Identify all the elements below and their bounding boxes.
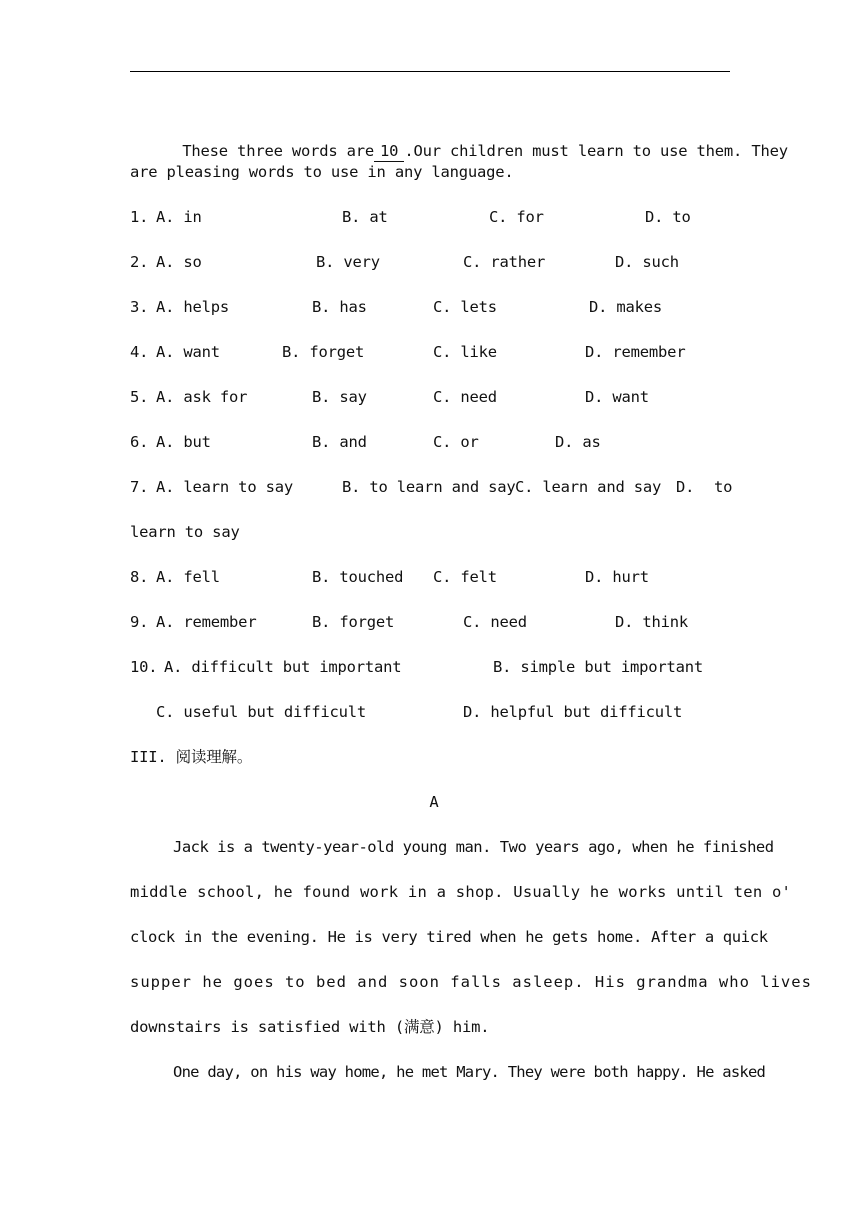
question-5 [130,385,730,409]
option-b: B. touched [312,568,404,586]
option-a: A. but [156,433,211,451]
question-number: 8. [130,568,149,586]
passage-a-line-1 [173,835,774,859]
question-number: 3. [130,298,149,316]
option-c: C. for [489,208,544,226]
option-a: A. difficult but important [164,658,402,676]
option-b: B. to learn and say [342,478,516,496]
option-b: B. forget [312,613,395,631]
option-b: B. very [316,253,380,271]
question-number: 4. [130,343,149,361]
option-d: D. to [645,208,691,226]
question-3 [130,295,730,319]
passage-line-2: are pleasing words to use in any language. [130,163,514,181]
option-b: B. say [312,388,367,406]
option-c: C. rather [463,253,546,271]
passage-line-1 [164,115,788,160]
passage-a-line-5: downstairs is satisfied with (满意) him. [130,1018,490,1036]
option-d: D. remember [585,343,686,361]
passage-a-line-3: clock in the evening. He is very tired when he gets home. After a quick [130,928,768,946]
option-c: C. lets [433,298,497,316]
question-7-wrap: learn to say [130,523,240,541]
option-b: B. and [312,433,367,451]
question-number: 10. [130,658,158,676]
question-number: 1. [130,208,149,226]
passage-a-line-2: middle school, he found work in a shop. Usually he works until ten o' [130,883,792,901]
option-b: B. forget [282,343,365,361]
question-6 [130,430,730,454]
passage-text: Jack is a twenty-year-old young man. Two years ago, when he finished [173,838,774,856]
passage-a-line-6: One day, on his way home, he met Mary. They were both happy. He asked [173,1063,766,1081]
option-b: B. simple but important [493,658,704,676]
option-c: C. need [463,613,527,631]
passage-a-line-4: supper he goes to bed and soon falls asleep. His grandma who lives [130,973,812,991]
question-10 [130,655,730,679]
question-2 [130,250,730,274]
option-c: C. like [433,343,497,361]
question-number: 6. [130,433,149,451]
question-number: 2. [130,253,149,271]
header-rule [130,71,730,72]
option-b: B. at [342,208,388,226]
passage-label: A [429,793,439,811]
section-heading: III. 阅读理解。 [130,748,253,766]
option-a: A. so [156,253,202,271]
option-a: A. in [156,208,202,226]
option-a: A. helps [156,298,230,316]
passage-text: .Our children must learn to use them. They [404,142,788,160]
answer-blank: 10 [374,141,404,162]
option-c: C. learn and say [515,478,662,496]
question-number: 5. [130,388,149,406]
option-d: D. hurt [585,568,649,586]
question-number: 7. [130,478,149,496]
option-b: B. has [312,298,367,316]
option-d: D. makes [589,298,663,316]
option-d: D. helpful but difficult [463,703,683,721]
option-c: C. useful but difficult [156,703,367,721]
option-c: C. felt [433,568,497,586]
option-c: C. need [433,388,497,406]
question-7 [130,475,733,499]
question-1 [130,205,730,229]
passage-text: These three words are [182,142,375,160]
question-4 [130,340,730,364]
option-d: D. [676,478,695,496]
option-a: A. ask for [156,388,248,406]
question-10-row-2 [130,700,730,724]
option-d: D. as [555,433,601,451]
option-d: D. think [615,613,689,631]
option-c: C. or [433,433,479,451]
option-a: A. want [156,343,220,361]
option-d: D. want [585,388,649,406]
option-d-continued: to [714,478,733,496]
question-9 [130,610,730,634]
question-8 [130,565,730,589]
option-a: A. learn to say [156,478,293,496]
option-a: A. remember [156,613,257,631]
option-a: A. fell [156,568,220,586]
question-number: 9. [130,613,149,631]
option-d: D. such [615,253,679,271]
